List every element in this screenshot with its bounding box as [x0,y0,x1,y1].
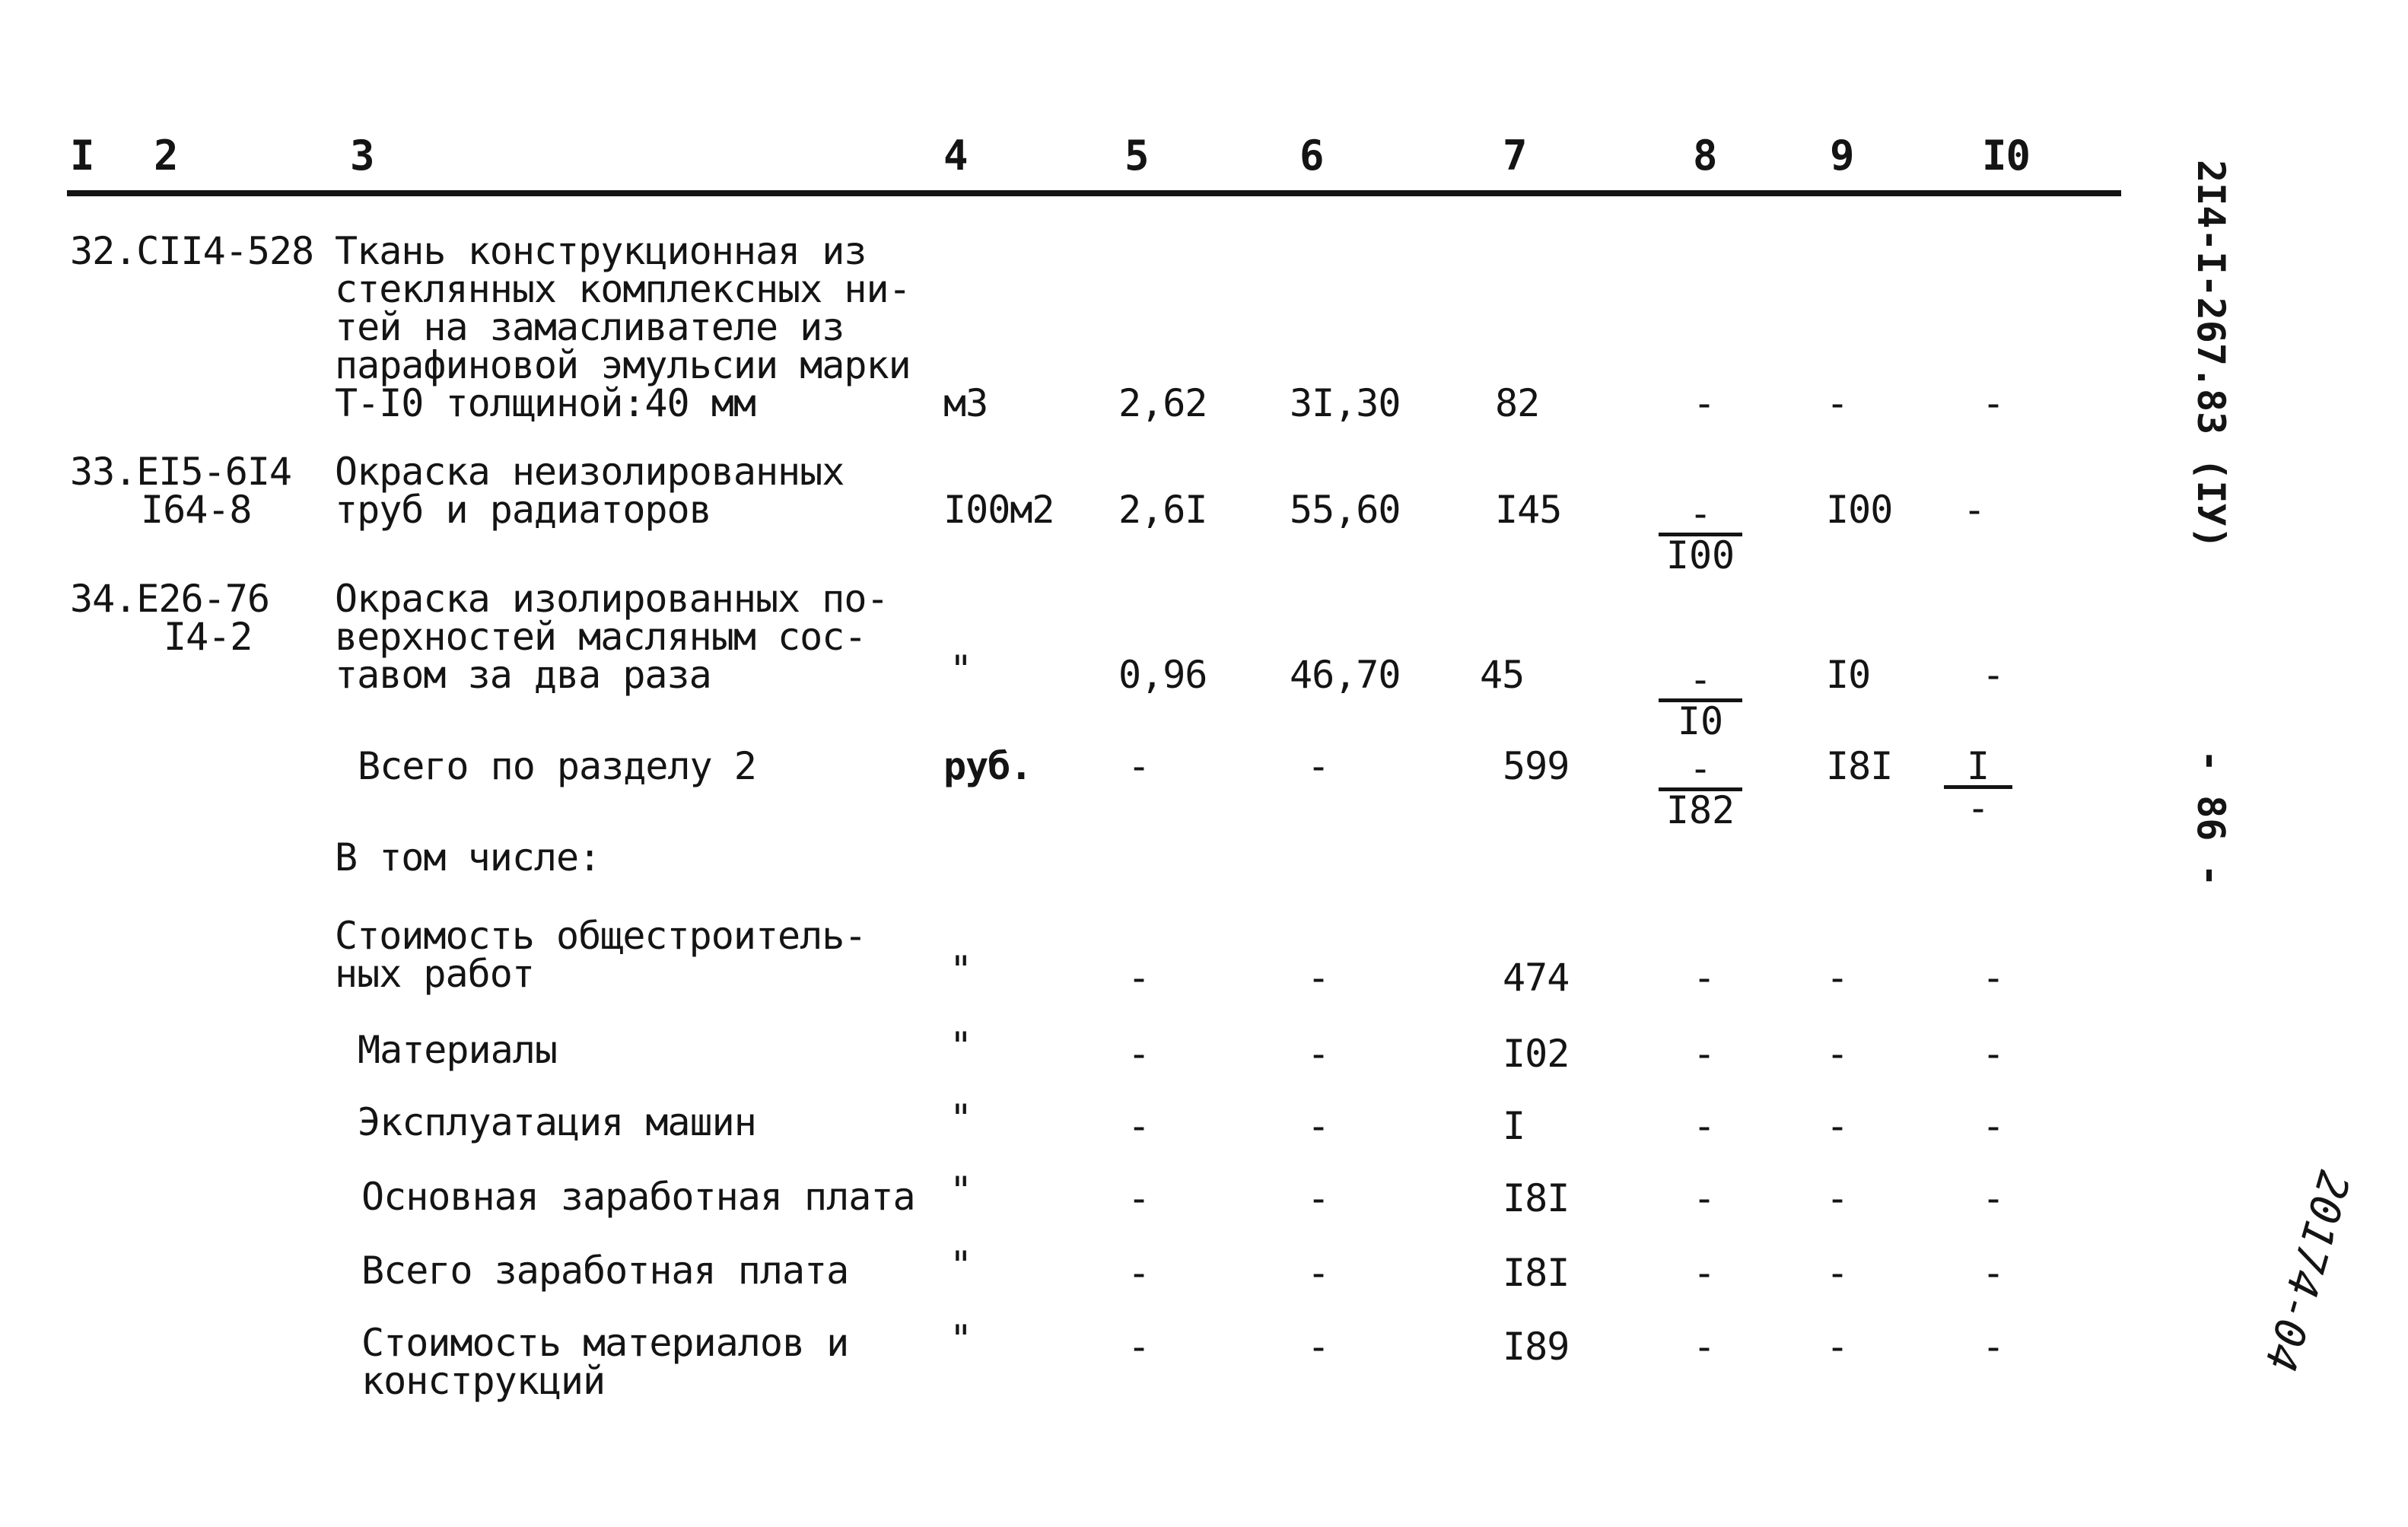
row-col6: 55,60 [1290,488,1401,532]
fraction-bottom: I00 [1659,533,1742,574]
sub-unit: " [950,1096,972,1140]
fraction-bottom: - [1944,785,2012,827]
col-header-1: I [70,132,94,180]
sub-col5: - [1128,1251,1150,1295]
sub-col9: - [1826,1325,1849,1369]
sub-col7: I89 [1503,1325,1570,1369]
row-col7: 82 [1495,381,1540,425]
sub-unit: " [950,1243,972,1287]
fraction-top: - [1688,746,1713,791]
sub-col7: I8I [1503,1176,1570,1220]
sub-col9: - [1826,1251,1849,1295]
total-col5: - [1128,744,1150,788]
sub-col7: 474 [1503,956,1570,1000]
row-name-line: Т-I0 толщиной:40 мм [335,381,755,425]
sub-col9: - [1826,1032,1849,1076]
sub-unit: " [950,1024,972,1068]
row-col5: 2,6I [1118,488,1207,532]
sub-col8: - [1693,1325,1716,1369]
sub-col10: - [1982,1251,2005,1295]
row-col6: 46,70 [1290,653,1401,697]
sub-col7: I8I [1503,1251,1570,1295]
row-name-line: Окраска изолированных по- [335,577,889,621]
row-name-line: труб и радиаторов [335,488,711,532]
row-col9: I00 [1826,488,1893,532]
sub-label-line: Основная заработная плата [361,1175,915,1219]
col-header-6: 6 [1299,132,1324,180]
row-name-line: верхностей масляным сос- [335,615,867,659]
sub-col8: - [1693,956,1716,1000]
sub-col6: - [1307,1251,1330,1295]
col-header-5: 5 [1124,132,1149,180]
sub-col9: - [1826,1104,1849,1148]
total-col8-fraction [1659,746,1742,832]
row-name-line: парафиновой эмульсии марки [335,343,911,387]
row-unit: м3 [943,381,988,425]
sub-unit: " [950,1169,972,1213]
row-name-line: стеклянных комплексных ни- [335,267,911,311]
sub-col8: - [1693,1104,1716,1148]
sub-col7: I02 [1503,1032,1570,1076]
row-code: 33.EI5-6I4 [70,450,292,494]
sub-col6: - [1307,1176,1330,1220]
sub-label-line: Стоимость материалов и [361,1321,849,1365]
sub-col6: - [1307,1325,1330,1369]
fraction-top: I [1966,744,1990,788]
row-code: I64-8 [141,488,252,532]
row-col10: - [1982,381,2005,425]
col-header-3: 3 [350,132,374,180]
sub-col5: - [1128,1104,1150,1148]
sub-col10: - [1982,1325,2005,1369]
row-code: 32.CII4-528 [70,229,314,273]
sub-col9: - [1826,1176,1849,1220]
sub-col7: I [1503,1104,1525,1148]
row-col10: - [1963,488,1986,532]
row-code: I4-2 [164,615,253,659]
row-col9: I0 [1826,653,1871,697]
total-label: Всего по разделу 2 [358,744,756,788]
row-col9: - [1826,381,1849,425]
sub-col9: - [1826,956,1849,1000]
fraction-bottom: I82 [1659,787,1742,829]
fraction-top: - [1688,657,1713,701]
total-col6: - [1307,744,1330,788]
fraction-bottom: I0 [1659,698,1742,740]
col-header-2: 2 [154,132,178,180]
fraction-top: - [1688,492,1713,536]
sub-label-line: Эксплуатация машин [358,1100,756,1144]
total-col10-fraction [1944,744,2012,830]
row-name-line: Ткань конструкционная из [335,229,867,273]
row-unit: I00м2 [943,488,1054,532]
row-name-line: тей на замасливателе из [335,305,845,349]
row-name-line: тавом за два раза [335,653,711,697]
sub-col10: - [1982,956,2005,1000]
row-col7: I45 [1495,488,1562,532]
sub-col10: - [1982,1104,2005,1148]
row-col7: 45 [1480,653,1525,697]
row-col6: 3I,30 [1290,381,1401,425]
sub-col8: - [1693,1032,1716,1076]
col-header-10: I0 [1982,132,2031,180]
page-number-vertical: - 86 - [2189,749,2233,887]
sub-label-line: ных работ [335,952,534,996]
sub-col5: - [1128,1032,1150,1076]
sub-col10: - [1982,1176,2005,1220]
sub-col5: - [1128,1325,1150,1369]
sub-col8: - [1693,1176,1716,1220]
col-header-9: 9 [1830,132,1854,180]
row-col8-fraction [1659,492,1742,577]
row-col8-fraction [1659,657,1742,743]
document-code-vertical: 2I4-I-267.83 (IУ) [2189,160,2233,549]
col-header-7: 7 [1503,132,1527,180]
sub-col5: - [1128,1176,1150,1220]
sub-label-line: Материалы [358,1028,557,1072]
sub-unit: " [950,948,972,992]
row-unit: " [950,647,972,692]
sub-col6: - [1307,1104,1330,1148]
including-label: В том числе: [335,835,601,880]
row-name-line: Окраска неизолированных [335,450,845,494]
total-col7: 599 [1503,744,1570,788]
sub-col8: - [1693,1251,1716,1295]
row-col5: 2,62 [1118,381,1207,425]
sub-label-line: Всего заработная плата [361,1249,849,1293]
row-col8: - [1693,381,1716,425]
row-code: 34.E26-76 [70,577,269,621]
sub-col5: - [1128,956,1150,1000]
col-header-4: 4 [943,132,968,180]
total-unit: руб. [943,744,1032,788]
sub-col10: - [1982,1032,2005,1076]
archive-stamp: 20174-04 [2254,1166,2359,1377]
header-rule [67,190,2121,196]
sub-label-line: конструкций [361,1359,606,1403]
sub-col6: - [1307,956,1330,1000]
sub-unit: " [950,1317,972,1361]
row-col5: 0,96 [1118,653,1207,697]
sub-col6: - [1307,1032,1330,1076]
total-col9: I8I [1826,744,1893,788]
sub-label-line: Стоимость общестроитель- [335,914,867,958]
col-header-8: 8 [1693,132,1717,180]
row-col10: - [1982,653,2005,697]
